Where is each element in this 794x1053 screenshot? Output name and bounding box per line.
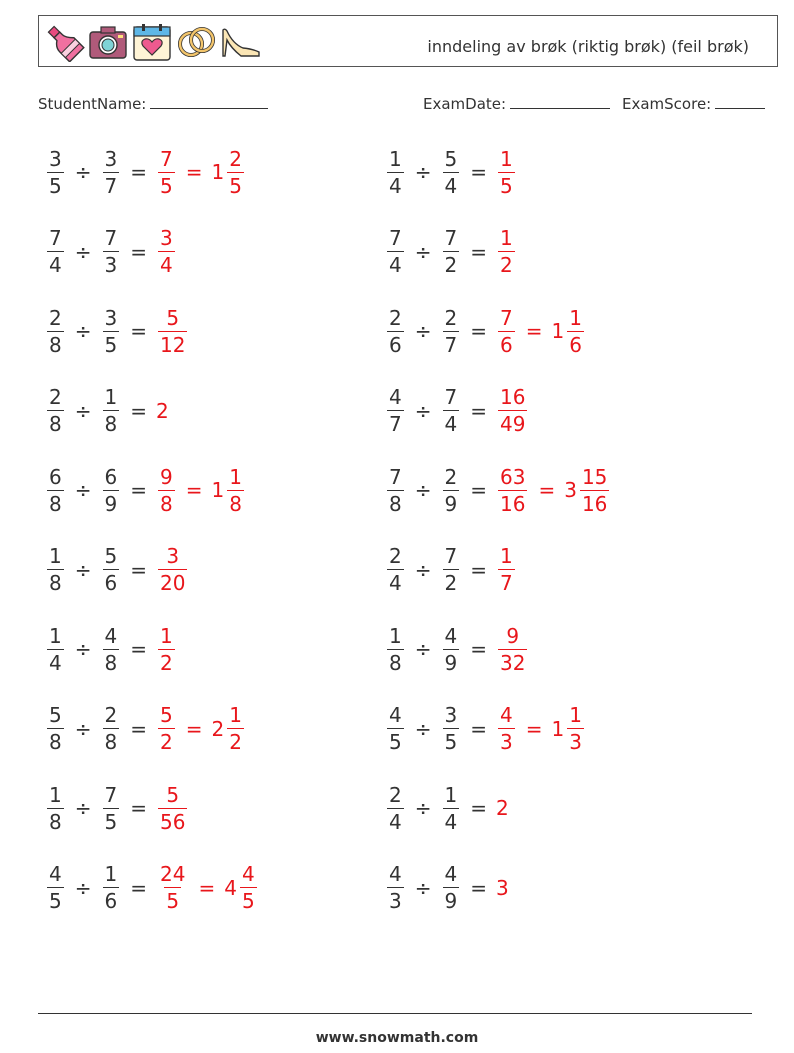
- fraction: [47, 705, 64, 752]
- exam-score-label: ExamScore:: [622, 95, 712, 113]
- denominator: 5: [389, 730, 402, 754]
- denominator: 3: [104, 253, 118, 277]
- mixed-whole: 1: [211, 478, 225, 502]
- denominator: 2: [444, 253, 458, 277]
- numerator: 7: [444, 385, 458, 409]
- divide-sign: ÷: [414, 319, 432, 343]
- numerator: 3: [104, 146, 118, 171]
- equals-sign: =: [130, 478, 147, 502]
- exam-date-blank[interactable]: [510, 94, 610, 109]
- fraction: [158, 623, 175, 675]
- fraction: [158, 464, 175, 516]
- denominator: 6: [500, 332, 513, 357]
- denominator: 8: [104, 730, 118, 754]
- fraction: [103, 387, 120, 434]
- numerator: 16: [500, 385, 526, 409]
- numerator: 1: [500, 146, 513, 171]
- numerator: 2: [104, 703, 118, 727]
- denominator: 4: [389, 173, 402, 198]
- numerator: 4: [49, 862, 62, 886]
- denominator: 8: [49, 730, 62, 754]
- problem-item: [45, 776, 189, 840]
- denominator: 8: [389, 650, 402, 675]
- numerator: 1: [569, 703, 582, 727]
- numerator: 4: [444, 623, 458, 648]
- fraction: [103, 782, 120, 834]
- fraction: [387, 782, 404, 834]
- denominator: 5: [104, 332, 118, 357]
- problem-item: [385, 220, 517, 284]
- fraction: [387, 546, 404, 593]
- numerator: 2: [49, 305, 62, 330]
- numerator: 3: [104, 305, 118, 330]
- denominator: 9: [444, 491, 458, 516]
- denominator: 20: [160, 571, 186, 595]
- fraction: [498, 146, 515, 198]
- numerator: 7: [160, 146, 173, 171]
- numerator: 63: [500, 464, 526, 489]
- denominator: 5: [166, 889, 180, 913]
- numerator: 5: [444, 146, 458, 171]
- problem-item: [385, 379, 529, 443]
- divide-sign: ÷: [74, 478, 92, 502]
- problem-item: [45, 220, 177, 284]
- denominator: 6: [104, 571, 118, 595]
- numerator: 4: [444, 862, 458, 886]
- denominator: 8: [160, 491, 173, 516]
- divide-sign: ÷: [74, 319, 92, 343]
- denominator: 4: [444, 412, 458, 436]
- exam-score-blank[interactable]: [715, 94, 765, 109]
- numerator: 15: [581, 464, 608, 489]
- numerator: 4: [104, 623, 118, 648]
- numerator: 7: [500, 305, 513, 330]
- denominator: 2: [229, 730, 242, 754]
- equals-sign: =: [470, 160, 487, 184]
- fraction: [387, 305, 404, 357]
- problem-item: [45, 458, 246, 522]
- denominator: 8: [104, 650, 118, 675]
- equals-sign: =: [130, 557, 147, 582]
- fraction: [443, 705, 460, 752]
- denominator: 8: [104, 412, 118, 436]
- mixed-fraction: [567, 305, 584, 357]
- header-box: [38, 15, 778, 67]
- numerator: 6: [49, 464, 62, 489]
- answer-whole: 2: [156, 398, 169, 423]
- fraction: [443, 864, 460, 911]
- student-name-label: StudentName:: [38, 95, 147, 113]
- numerator: 4: [389, 703, 402, 727]
- numerator: 4: [389, 385, 402, 409]
- mixed-fraction: [227, 146, 244, 198]
- divide-sign: ÷: [414, 716, 432, 741]
- equals-sign: =: [130, 319, 147, 343]
- exam-date-field[interactable]: [423, 94, 610, 113]
- fraction: [387, 387, 404, 434]
- equals-sign: =: [130, 637, 147, 661]
- denominator: 6: [104, 889, 118, 913]
- numerator: 1: [160, 623, 173, 648]
- fraction: [498, 305, 515, 357]
- mixed-fraction: [567, 705, 584, 752]
- fraction: [47, 305, 64, 357]
- numerator: 7: [389, 464, 402, 489]
- fraction: [47, 623, 64, 675]
- fraction: [103, 864, 120, 911]
- equals-sign: =: [470, 398, 487, 423]
- denominator: 5: [444, 730, 458, 754]
- numerator: 1: [104, 862, 118, 886]
- worksheet-title: inndeling av brøk (riktig brøk) (feil brøk): [427, 37, 749, 56]
- divide-sign: ÷: [74, 160, 92, 184]
- denominator: 8: [49, 412, 62, 436]
- numerator: 4: [241, 862, 255, 886]
- wine-bottle-icon: [43, 22, 85, 62]
- problem-item: [385, 697, 586, 761]
- equals-sign: =: [470, 557, 487, 582]
- equals-sign: =: [470, 239, 487, 264]
- divide-sign: ÷: [74, 875, 92, 900]
- equals-sign: =: [470, 716, 487, 741]
- problem-item: [385, 458, 611, 522]
- student-name-field[interactable]: [38, 94, 268, 113]
- numerator: 5: [160, 703, 173, 727]
- denominator: 4: [444, 809, 458, 834]
- fraction: [47, 546, 64, 593]
- denominator: 5: [49, 889, 62, 913]
- fraction: [103, 305, 120, 357]
- denominator: 4: [389, 571, 402, 595]
- denominator: 8: [229, 491, 242, 516]
- numerator: 5: [166, 305, 180, 330]
- denominator: 2: [160, 730, 173, 754]
- equals-sign-answer: =: [185, 160, 203, 184]
- mixed-whole: 1: [551, 319, 565, 343]
- fraction: [103, 705, 120, 752]
- mixed-whole: 4: [224, 875, 237, 900]
- numerator: 2: [444, 305, 458, 330]
- fraction: [158, 546, 187, 593]
- numerator: 2: [49, 385, 62, 409]
- mixed-fraction: [227, 705, 244, 752]
- mixed-whole: 1: [211, 160, 225, 184]
- equals-sign-answer: =: [525, 319, 543, 343]
- fraction: [103, 623, 120, 675]
- equals-sign: =: [130, 239, 147, 264]
- divide-sign: ÷: [74, 398, 92, 423]
- denominator: 5: [49, 173, 62, 198]
- exam-score-field[interactable]: [622, 94, 765, 113]
- fraction: [443, 623, 460, 675]
- denominator: 5: [160, 173, 173, 198]
- equals-sign: =: [470, 478, 487, 502]
- divide-sign: ÷: [414, 160, 432, 184]
- fraction: [443, 782, 460, 834]
- denominator: 4: [160, 253, 173, 277]
- equals-sign-answer: =: [538, 478, 556, 502]
- footer-divider: [38, 1013, 752, 1014]
- fraction: [103, 146, 120, 198]
- numerator: 1: [444, 782, 458, 807]
- fraction: [443, 387, 460, 434]
- divide-sign: ÷: [414, 557, 432, 582]
- fraction: [498, 623, 527, 675]
- divide-sign: ÷: [414, 478, 432, 502]
- denominator: 9: [444, 889, 458, 913]
- denominator: 3: [500, 730, 513, 754]
- denominator: 8: [49, 571, 62, 595]
- footer-url: www.snowmath.com: [315, 1030, 479, 1046]
- problem-item: [385, 538, 517, 602]
- problem-item: [385, 140, 517, 204]
- mixed-fraction: [240, 864, 257, 911]
- denominator: 9: [104, 491, 118, 516]
- fraction: [158, 864, 187, 911]
- denominator: 7: [389, 412, 402, 436]
- fraction: [47, 146, 64, 198]
- fraction: [158, 782, 187, 834]
- denominator: 4: [389, 809, 402, 834]
- numerator: 2: [389, 544, 402, 568]
- denominator: 7: [500, 571, 513, 595]
- calendar-heart-icon: [131, 22, 173, 62]
- divide-sign: ÷: [414, 398, 432, 423]
- numerator: 1: [229, 464, 242, 489]
- denominator: 49: [500, 412, 526, 436]
- denominator: 4: [49, 650, 62, 675]
- equals-sign-answer: =: [198, 875, 216, 900]
- numerator: 9: [506, 623, 520, 648]
- denominator: 3: [389, 889, 402, 913]
- fraction: [498, 464, 527, 516]
- problem-item: [45, 697, 246, 761]
- problem-item: [385, 776, 510, 840]
- problem-item: [385, 856, 510, 920]
- equals-sign: =: [470, 319, 487, 343]
- denominator: 8: [49, 332, 62, 357]
- fraction: [103, 228, 120, 275]
- numerator: 1: [569, 305, 582, 330]
- numerator: 2: [389, 782, 402, 807]
- fraction: [158, 146, 175, 198]
- denominator: 6: [569, 332, 582, 357]
- mixed-whole: 2: [211, 716, 225, 741]
- equals-sign: =: [470, 796, 487, 820]
- fraction: [47, 864, 64, 911]
- numerator: 3: [444, 703, 458, 727]
- fraction: [158, 228, 175, 275]
- denominator: 4: [389, 253, 402, 277]
- divide-sign: ÷: [74, 557, 92, 582]
- numerator: 3: [49, 146, 62, 171]
- fraction: [158, 305, 187, 357]
- divide-sign: ÷: [414, 796, 432, 820]
- problem-item: [45, 617, 177, 681]
- fraction: [158, 705, 175, 752]
- denominator: 5: [241, 889, 255, 913]
- fraction: [387, 464, 404, 516]
- denominator: 8: [389, 491, 402, 516]
- numerator: 1: [389, 623, 402, 648]
- numerator: 1: [49, 623, 62, 648]
- rings-icon: [175, 22, 217, 62]
- divide-sign: ÷: [414, 875, 432, 900]
- numerator: 3: [160, 226, 173, 250]
- numerator: 24: [160, 862, 186, 886]
- equals-sign: =: [470, 637, 487, 661]
- mixed-whole: 1: [551, 716, 565, 741]
- numerator: 9: [160, 464, 173, 489]
- equals-sign-answer: =: [185, 478, 203, 502]
- denominator: 3: [569, 730, 582, 754]
- denominator: 9: [444, 650, 458, 675]
- fraction: [498, 546, 515, 593]
- problem-item: [45, 538, 189, 602]
- denominator: 56: [160, 809, 186, 834]
- equals-sign: =: [130, 160, 147, 184]
- student-name-blank[interactable]: [150, 94, 268, 109]
- divide-sign: ÷: [74, 239, 92, 264]
- divide-sign: ÷: [74, 637, 92, 661]
- denominator: 12: [160, 332, 186, 357]
- fraction: [387, 864, 404, 911]
- denominator: 7: [444, 332, 458, 357]
- fraction: [443, 228, 460, 275]
- fraction: [47, 464, 64, 516]
- denominator: 5: [500, 173, 513, 198]
- equals-sign: =: [130, 398, 147, 423]
- numerator: 5: [104, 544, 118, 568]
- high-heel-icon: [219, 22, 261, 62]
- denominator: 2: [500, 253, 513, 277]
- problem-item: [45, 140, 246, 204]
- problem-item: [45, 299, 189, 363]
- denominator: 5: [104, 809, 118, 834]
- denominator: 6: [389, 332, 402, 357]
- fraction: [47, 228, 64, 275]
- numerator: 7: [444, 226, 458, 250]
- denominator: 2: [444, 571, 458, 595]
- problem-item: [45, 379, 170, 443]
- fraction: [387, 146, 404, 198]
- equals-sign: =: [130, 796, 147, 820]
- denominator: 8: [49, 809, 62, 834]
- exam-date-label: ExamDate:: [423, 95, 507, 113]
- mixed-fraction: [580, 464, 609, 516]
- problem-item: [385, 617, 529, 681]
- fraction: [387, 705, 404, 752]
- problem-item: [45, 856, 259, 920]
- numerator: 1: [500, 544, 513, 568]
- numerator: 2: [389, 305, 402, 330]
- answer-whole: 3: [496, 875, 509, 900]
- denominator: 4: [49, 253, 62, 277]
- fraction: [103, 546, 120, 593]
- header-icons: [43, 22, 261, 62]
- numerator: 7: [49, 226, 62, 250]
- denominator: 7: [104, 173, 118, 198]
- numerator: 1: [229, 703, 242, 727]
- equals-sign: =: [130, 716, 147, 741]
- answer-whole: 2: [496, 796, 509, 820]
- denominator: 5: [229, 173, 242, 198]
- numerator: 7: [389, 226, 402, 250]
- fraction: [443, 146, 460, 198]
- numerator: 1: [49, 782, 62, 807]
- equals-sign: =: [130, 875, 147, 900]
- camera-icon: [87, 22, 129, 62]
- problem-item: [385, 299, 586, 363]
- fraction: [498, 705, 515, 752]
- equals-sign: =: [470, 875, 487, 900]
- numerator: 5: [166, 782, 180, 807]
- denominator: 16: [581, 491, 608, 516]
- divide-sign: ÷: [74, 796, 92, 820]
- numerator: 6: [104, 464, 118, 489]
- equals-sign-answer: =: [185, 716, 203, 741]
- fraction: [47, 782, 64, 834]
- denominator: 32: [500, 650, 526, 675]
- numerator: 3: [166, 544, 180, 568]
- numerator: 7: [104, 226, 118, 250]
- numerator: 2: [229, 146, 242, 171]
- fraction: [443, 464, 460, 516]
- denominator: 4: [444, 173, 458, 198]
- denominator: 2: [160, 650, 173, 675]
- fraction: [443, 305, 460, 357]
- numerator: 7: [104, 782, 118, 807]
- numerator: 1: [500, 226, 513, 250]
- numerator: 2: [444, 464, 458, 489]
- fraction: [498, 228, 515, 275]
- denominator: 8: [49, 491, 62, 516]
- divide-sign: ÷: [414, 637, 432, 661]
- fraction: [387, 228, 404, 275]
- denominator: 16: [500, 491, 526, 516]
- numerator: 1: [104, 385, 118, 409]
- numerator: 1: [389, 146, 402, 171]
- divide-sign: ÷: [414, 239, 432, 264]
- numerator: 4: [500, 703, 513, 727]
- fraction: [387, 623, 404, 675]
- fraction: [443, 546, 460, 593]
- equals-sign-answer: =: [525, 716, 543, 741]
- numerator: 7: [444, 544, 458, 568]
- mixed-whole: 3: [564, 478, 577, 502]
- divide-sign: ÷: [74, 716, 92, 741]
- fraction: [47, 387, 64, 434]
- numerator: 5: [49, 703, 62, 727]
- mixed-fraction: [227, 464, 244, 516]
- fraction: [103, 464, 120, 516]
- fraction: [498, 387, 527, 434]
- numerator: 1: [49, 544, 62, 568]
- numerator: 4: [389, 862, 402, 886]
